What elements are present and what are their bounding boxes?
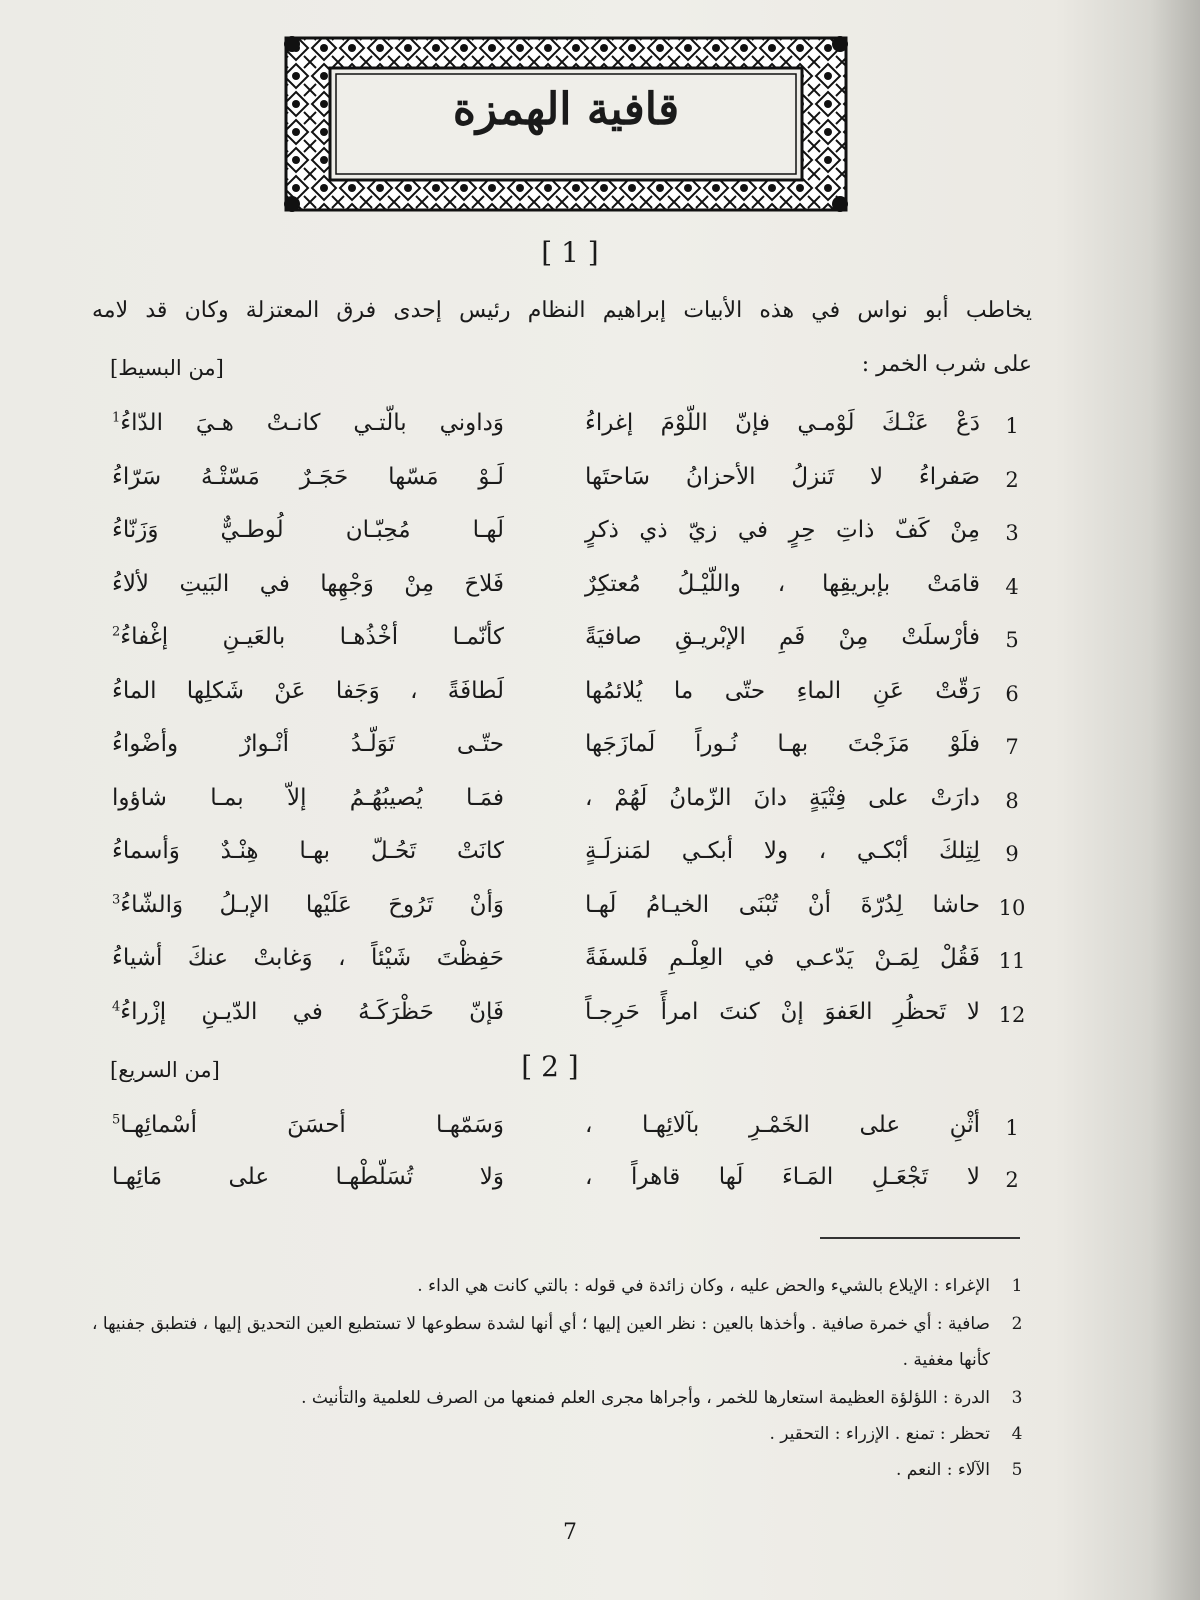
verse-number: 1 xyxy=(1005,414,1019,438)
verse-row xyxy=(102,1156,1032,1210)
verse-second-text: فَإنّ حَظْرَكَـهُ في الدّيـنِ إزْراءُ xyxy=(120,998,504,1025)
verse-second-text: وَأنْ تَرُوحَ عَلَيْها الإبـلُ وَالشّاءُ xyxy=(120,891,504,918)
verse-second-text: لَـوْ مَسّها حَجَـرٌ مَسّتْـهُ سَرّاءُ xyxy=(112,463,504,490)
footnote-item xyxy=(92,1306,1032,1378)
verse-second-text: فَلاحَ مِنْ وَجْهِها في البَيتِ لألاءُ xyxy=(112,570,504,597)
verse-second-text: لَطافَةً ، وَجَفا عَنْ شَكلِها الماءُ xyxy=(112,677,504,704)
verse-number: 6 xyxy=(1005,681,1019,706)
verse-second-text: كانَتْ تَحُـلّ بهـا هِنْـدٌ وَأسماءُ xyxy=(112,838,504,864)
verse-first-hemistich: رَقّتْ عَنِ الماءِ حتّى ما يُلائمُها xyxy=(585,677,980,704)
verse-second-hemistich xyxy=(112,410,504,436)
footnote-item xyxy=(92,1380,1032,1416)
verse-number: 12 xyxy=(998,1002,1026,1027)
verse-row xyxy=(102,777,1032,831)
verse-row xyxy=(102,509,1032,563)
verse-row xyxy=(102,1104,1032,1158)
verse-row xyxy=(102,456,1032,510)
footnote-text: تحظر : تمنع . الإزراء : التحقير . xyxy=(769,1424,990,1444)
verse-row xyxy=(102,723,1032,777)
verse-row xyxy=(102,884,1032,938)
footnote-text: الإغراء : الإيلاع بالشيء والحض عليه ، وكان زائدة في قوله : بالتي كانت هي الداء . xyxy=(417,1276,990,1296)
verse-row xyxy=(102,830,1032,884)
meter-label: [من البسيط] xyxy=(110,356,224,380)
verse-second-text: وَلا تُسَلّطْهـا على مَائِهـا xyxy=(112,1164,504,1190)
verse-number: 7 xyxy=(1005,735,1019,759)
verse-first-hemistich: لا تَجْعَـلِ المَـاءَ لَها قاهراً ، xyxy=(585,1164,980,1190)
verse-second-text: وَداوني بالّتـي كانـتْ هـيَ الدّاءُ xyxy=(120,410,504,436)
verse-first-hemistich: أثْنِ على الخَمْـرِ بآلائِهـا ، xyxy=(585,1112,980,1138)
footnote-number: 5 xyxy=(1011,1460,1023,1480)
verse-row xyxy=(102,616,1032,670)
footnote-text: الدرة : اللؤلؤة العظيمة استعارها للخمر ، وأجراها مجرى العلم فمنعها من الصرف للعلمية والتأنيث . xyxy=(301,1388,990,1408)
verse-second-hemistich xyxy=(112,464,504,490)
verse-second-hemistich xyxy=(112,624,504,650)
verse-number: 1 xyxy=(1005,1116,1019,1140)
verse-second-hemistich xyxy=(112,838,504,864)
verse-first-hemistich: دارَتْ على فِتْيَةٍ دانَ الزّمانُ لَهُمْ ، xyxy=(585,784,980,811)
poem-intro-line-1: يخاطب أبو نواس في هذه الأبيات إبراهيم النظام رئيس إحدى فرق المعتزلة وكان قد لامه xyxy=(92,298,1032,323)
verse-number: 2 xyxy=(1005,1168,1019,1192)
footnote-text: صافية : أي خمرة صافية . وأخذها بالعين : نظر العين إليها ؛ أي أنها لشدة سطوعها لا تستطيع العين التحديق إليها ، فتطبق جفنيها ، كأنها مغفية . xyxy=(92,1314,990,1370)
verse-second-hemistich xyxy=(112,731,504,757)
verse-second-text: وَسَمّهـا أحسَنَ أسْمائِهـا xyxy=(120,1112,504,1138)
verse-row xyxy=(102,991,1032,1045)
verse-first-hemistich: مِنْ كَفّ ذاتِ حِرٍ في زيّ ذي ذكرٍ xyxy=(585,517,980,543)
verse-first-hemistich: لِتِلكَ أبْكـي ، ولا أبكـي لمَنزلَـةٍ xyxy=(585,838,980,864)
verse-row xyxy=(102,402,1032,456)
verse-second-text: فمَـا يُصيبُهُـمُ إلاّ بمـا شاؤوا xyxy=(112,784,504,811)
verse-second-hemistich xyxy=(112,1112,504,1138)
verse-second-text: لَهـا مُحِبّـان لُوطـيٌّ وَزَنّاءُ xyxy=(112,517,504,543)
footnote-number: 4 xyxy=(1011,1424,1023,1444)
footnote-item xyxy=(92,1416,1032,1452)
verse-row xyxy=(102,670,1032,724)
page-number: 7 xyxy=(563,1520,577,1545)
verse-second-hemistich xyxy=(112,892,504,918)
verse-number: 2 xyxy=(1005,467,1019,492)
verse-number: 5 xyxy=(1005,628,1019,652)
footnote-reference: 5 xyxy=(112,1112,121,1128)
footnote-item xyxy=(92,1268,1032,1304)
verse-second-text: كأنّمـا أخْذُهـا بالعَيـنِ إغْفاءُ xyxy=(120,624,504,650)
footnote-number: 1 xyxy=(1011,1276,1023,1296)
verse-number: 9 xyxy=(1005,842,1019,866)
verse-first-hemistich: فأرْسلَتْ مِنْ فَمِ الإبْريـقِ صافيَةً xyxy=(585,624,980,650)
verse-first-hemistich: حاشا لِدُرّةَ أنْ تُبْنَى الخيـامُ لَهـا xyxy=(585,891,980,918)
verse-number: 3 xyxy=(1005,521,1019,545)
poem-number: [ 2 ] xyxy=(521,1050,579,1083)
verse-second-hemistich xyxy=(112,945,504,971)
verse-second-text: حتّـى تَوَلّـدُ أنْـوارٌ وأضْواءُ xyxy=(112,731,504,757)
verse-first-hemistich: دَعْ عَنْـكَ لَوْمـي فإنّ اللّوْمَ إغراءُ xyxy=(585,410,980,436)
verse-second-hemistich xyxy=(112,517,504,543)
verse-number: 11 xyxy=(998,949,1026,973)
footnote-text: الآلاء : النعم . xyxy=(896,1460,990,1480)
footnote-reference: 2 xyxy=(112,624,121,640)
footnote-item xyxy=(92,1452,1032,1488)
verse-row xyxy=(102,937,1032,991)
verse-second-hemistich xyxy=(112,999,504,1025)
verse-number: 8 xyxy=(1005,788,1019,813)
footnote-reference: 4 xyxy=(112,998,121,1014)
verse-second-hemistich xyxy=(112,678,504,704)
verse-second-hemistich xyxy=(112,571,504,597)
footnote-divider xyxy=(820,1237,1020,1239)
verse-first-hemistich: لا تَحظُرِ العَفوَ إنْ كنتَ امرأً حَرِجـاً xyxy=(585,998,980,1025)
verse-number: 10 xyxy=(998,895,1026,920)
verse-first-hemistich: قامَتْ بإبريقِها ، واللّيْـلُ مُعتكِرٌ xyxy=(585,570,980,597)
page-title: قافية الهمزة xyxy=(452,84,680,135)
meter-label: [من السريع] xyxy=(110,1058,220,1082)
verse-row xyxy=(102,563,1032,617)
footnote-reference: 1 xyxy=(112,410,121,426)
verse-first-hemistich: فَقُلْ لِمَـنْ يَدّعـي في العِلْـمِ فَلسفَةً xyxy=(585,945,980,971)
poem-number: [ 1 ] xyxy=(541,236,599,269)
verse-first-hemistich: فلَوْ مَزَجْتَ بهـا نُـوراً لَمازَجَها xyxy=(585,731,980,757)
page-gutter-shadow xyxy=(1150,0,1200,1600)
poem-intro-line-2: على شرب الخمر : xyxy=(861,352,1032,377)
verse-second-hemistich xyxy=(112,1164,504,1190)
title-ornament-frame xyxy=(282,34,850,214)
footnote-reference: 3 xyxy=(112,891,121,907)
footnote-number: 2 xyxy=(1011,1314,1023,1334)
verse-first-hemistich: صَفراءُ لا تَنزلُ الأحزانُ سَاحتَها xyxy=(585,463,980,490)
footnote-number: 3 xyxy=(1011,1388,1023,1408)
verse-second-text: حَفِظْتَ شَيْئاً ، وَغابتْ عنكَ أشياءُ xyxy=(112,945,504,971)
verse-number: 4 xyxy=(1005,574,1019,599)
verse-second-hemistich xyxy=(112,785,504,811)
